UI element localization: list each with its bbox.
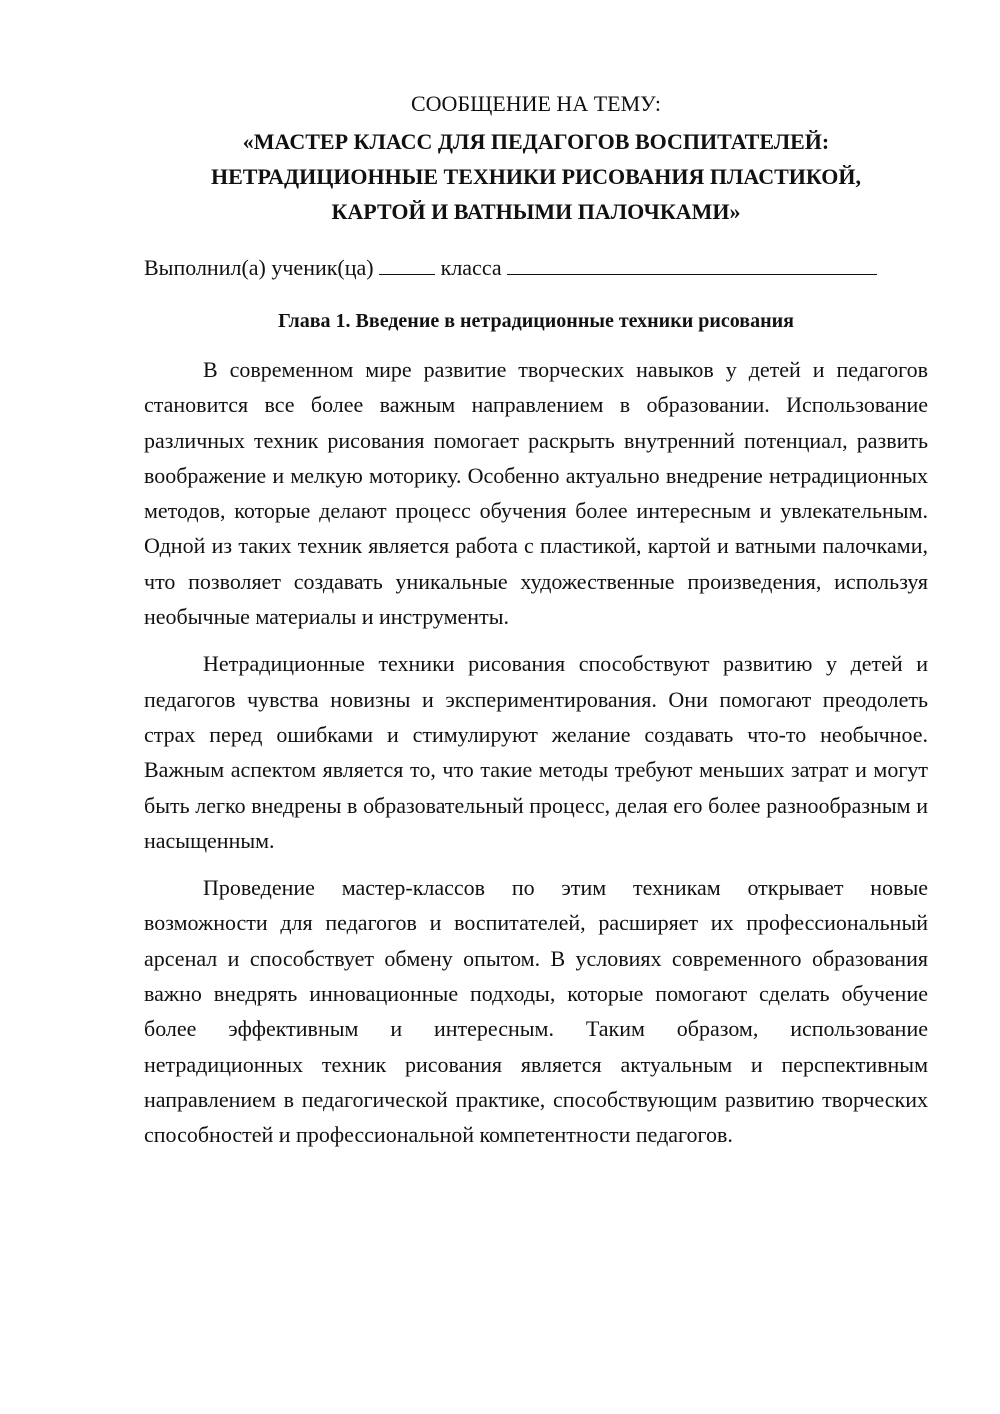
body-paragraph: Нетрадиционные техники рисования способствуют развитию у детей и педагогов чувства новизны и экспериментирования. Они помогают преодолеть страх перед ошибками и стимулируют желание создавать что-то необычное. Важным аспектом является то, что такие методы требуют меньших затрат и могут быть легко внедрены в образовательный процесс, делая его более разнообразным и насыщенным. xyxy=(144,651,928,853)
student-name-blank xyxy=(507,252,877,275)
class-number-blank xyxy=(379,252,435,275)
title-line: НЕТРАДИЦИОННЫЕ ТЕХНИКИ РИСОВАНИЯ ПЛАСТИКОЙ, xyxy=(210,164,862,189)
document-page xyxy=(144,88,928,1165)
document-heading: СООБЩЕНИЕ НА ТЕМУ: xyxy=(411,91,661,116)
author-prefix: Выполнил(а) ученик(ца) xyxy=(144,255,374,280)
body-paragraph: Проведение мастер-классов по этим техникам открывает новые возможности для педагогов и воспитателей, расширяет их профессиональный арсенал и способствует обмену опытом. В условиях современного образования важно внедрять инновационные подходы, которые помогают сделать обучение более эффективным и интересным. Таким образом, использование нетрадиционных техник рисования является актуальным и перспективным направлением в педагогической практике, способствующим развитию творческих способностей и профессиональной компетентности педагогов. xyxy=(144,875,928,1148)
title-line: КАРТОЙ И ВАТНЫМИ ПАЛОЧКАМИ» xyxy=(331,199,741,224)
class-label: класса xyxy=(440,255,502,280)
title-line: «МАСТЕР КЛАСС ДЛЯ ПЕДАГОГОВ ВОСПИТАТЕЛЕЙ: xyxy=(242,129,830,154)
chapter-title: Глава 1. Введение в нетрадиционные техники рисования xyxy=(278,310,794,332)
body-paragraph: В современном мире развитие творческих навыков у детей и педагогов становится все более важным направлением в образовании. Использование различных техник рисования помогает раскрыть внутренний потенциал, развить воображение и мелкую моторику. Особенно актуально внедрение нетрадиционных методов, которые делают процесс обучения более интересным и увлекательным. Одной из таких техник является работа с пластикой, картой и ватными палочками, что позволяет создавать уникальные художественные произведения, используя необычные материалы и инструменты. xyxy=(144,357,928,630)
author-line xyxy=(144,252,928,284)
document-title xyxy=(144,124,928,229)
